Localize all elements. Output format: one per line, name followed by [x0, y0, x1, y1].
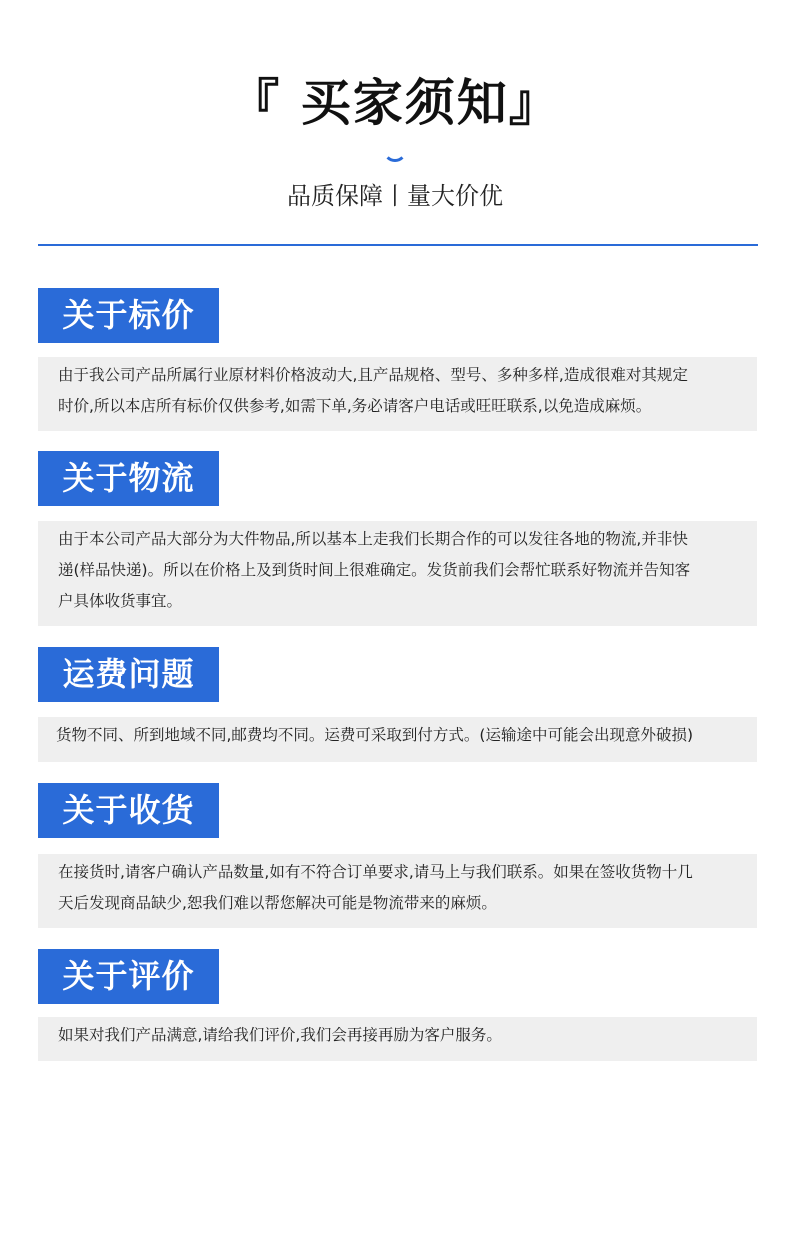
- section-text: 货物不同、所到地域不同,邮费均不同。运费可采取到付方式。(运输途中可能会出现意外破损): [38, 717, 757, 762]
- header-divider: [38, 244, 758, 246]
- section-tag: 关于物流: [38, 451, 219, 506]
- page-subtitle: 品质保障丨量大价优: [287, 182, 503, 210]
- section-text: 由于我公司产品所属行业原材料价格波动大,且产品规格、型号、多种多样,造成很难对其规定 时价,所以本店所有标价仅供参考,如需下单,务必请客户电话或旺旺联系,以免造成麻烦。: [38, 357, 757, 431]
- section-tag: 关于评价: [38, 949, 219, 1004]
- section-text: 如果对我们产品满意,请给我们评价,我们会再接再励为客户服务。: [38, 1017, 757, 1061]
- section-tag: 关于标价: [38, 288, 219, 343]
- page-title: 『 买家须知』: [229, 74, 561, 132]
- section-text: 由于本公司产品大部分为大件物品,所以基本上走我们长期合作的可以发往各地的物流,并非快 递(样品快递)。所以在价格上及到货时间上很难确定。发货前我们会帮忙联系好物流并告知客 户具体收货事宜。: [38, 521, 757, 626]
- smile-icon: [383, 138, 407, 162]
- section-tag: 运费问题: [38, 647, 219, 702]
- section-text: 在接货时,请客户确认产品数量,如有不符合订单要求,请马上与我们联系。如果在签收货物十几 天后发现商品缺少,恕我们难以帮您解决可能是物流带来的麻烦。: [38, 854, 757, 928]
- section-tag: 关于收货: [38, 783, 219, 838]
